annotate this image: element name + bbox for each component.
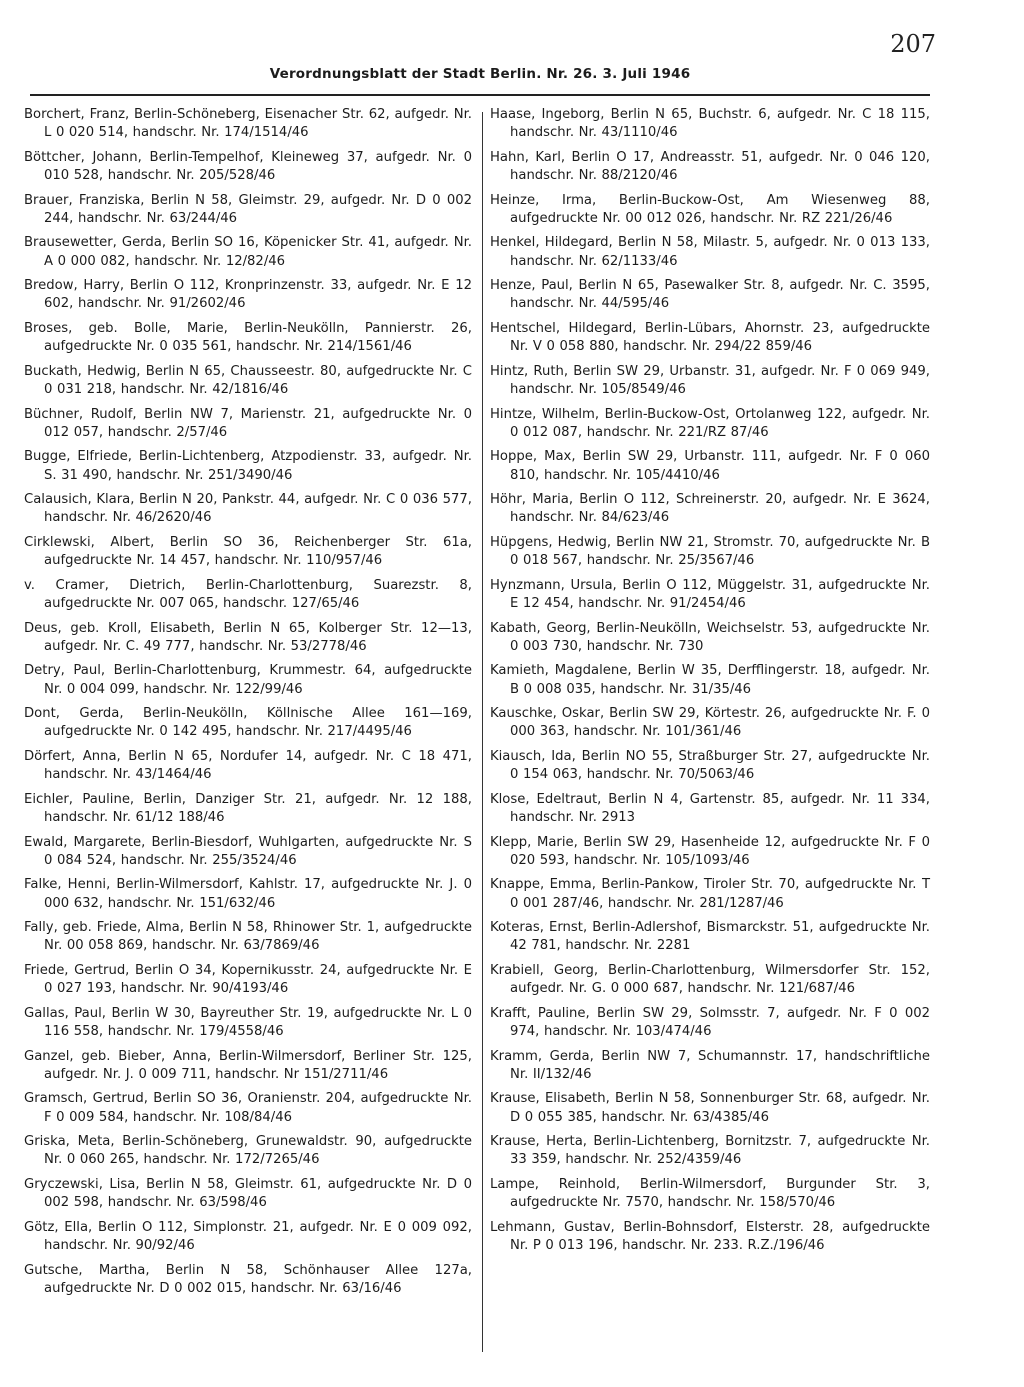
register-entry: Ganzel, geb. Bieber, Anna, Berlin-Wilmersdorf, Berliner Str. 125, aufgedr. Nr. J. 0 009 711, handschr. Nr 151/2711/46 xyxy=(24,1048,472,1082)
register-entry: Griska, Meta, Berlin-Schöneberg, Grunewaldstr. 90, aufgedruckte Nr. 0 060 265, handschr. Nr. 172/7265/46 xyxy=(24,1134,472,1168)
register-entry: Eichler, Pauline, Berlin, Danziger Str. 21, aufgedr. Nr. 12 188, handschr. Nr. 61/12 188/46 xyxy=(24,791,472,825)
register-entry: Böttcher, Johann, Berlin-Tempelhof, Kleineweg 37, aufgedr. Nr. 0 010 528, handschr. Nr. 205/528/46 xyxy=(24,149,472,183)
running-head: Verordnungsblatt der Stadt Berlin. Nr. 26. 3. Juli 1946 xyxy=(269,66,691,82)
register-entry: Dörfert, Anna, Berlin N 65, Nordufer 14, aufgedr. Nr. C 18 471, handschr. Nr. 43/1464/46 xyxy=(24,748,472,783)
register-entry: Gryczewski, Lisa, Berlin N 58, Gleimstr. 61, aufgedruckte Nr. D 0 002 598, handschr. Nr. 63/598/46 xyxy=(24,1176,472,1211)
register-entry: Klepp, Marie, Berlin SW 29, Hasenheide 12, aufgedruckte Nr. F 0 020 593, handschr. Nr. 105/1093/46 xyxy=(490,834,930,868)
register-entry: Kauschke, Oskar, Berlin SW 29, Körtestr. 26, aufgedruckte Nr. F. 0 000 363, handschr. Nr. 101/361/46 xyxy=(490,706,930,740)
register-entry: Broses, geb. Bolle, Marie, Berlin-Neukölln, Pannierstr. 26, aufgedruckte Nr. 0 035 561, handschr. Nr. 214/1561/46 xyxy=(24,320,472,355)
register-entry: Hintze, Wilhelm, Berlin-Buckow-Ost, Ortolanweg 122, aufgedr. Nr. 0 012 087, handschr. Nr. 221/RZ 87/46 xyxy=(490,406,930,440)
register-entry: Kiausch, Ida, Berlin NO 55, Straßburger Str. 27, aufgedruckte Nr. 0 154 063, handschr. Nr. 70/5063/46 xyxy=(490,748,930,783)
column-divider xyxy=(482,112,483,1352)
register-entry: Krause, Herta, Berlin-Lichtenberg, Bornitzstr. 7, aufgedruckte Nr. 33 359, handschr. Nr. 252/4359/46 xyxy=(490,1134,930,1168)
register-entry: Knappe, Emma, Berlin-Pankow, Tiroler Str. 70, aufgedruckte Nr. T 0 001 287/46, handschr. Nr. 281/1287/46 xyxy=(490,877,930,911)
register-entry: Hoppe, Max, Berlin SW 29, Urbanstr. 111, aufgedr. Nr. F 0 060 810, handschr. Nr. 105/4410/46 xyxy=(490,449,930,483)
register-entry: Haase, Ingeborg, Berlin N 65, Buchstr. 6, aufgedr. Nr. C 18 115, handschr. Nr. 43/1110/46 xyxy=(490,107,930,141)
register-entry: Deus, geb. Kroll, Elisabeth, Berlin N 65, Kolberger Str. 12—13, aufgedr. Nr. C. 49 777, handschr. Nr. 53/2778/46 xyxy=(24,620,472,654)
register-entry: Dont, Gerda, Berlin-Neukölln, Köllnische Allee 161—169, aufgedruckte Nr. 0 142 495, handschr. Nr. 217/4495/46 xyxy=(24,706,472,740)
register-entry: Borchert, Franz, Berlin-Schöneberg, Eisenacher Str. 62, aufgedr. Nr. L 0 020 514, handschr. Nr. 174/1514/46 xyxy=(24,107,472,141)
register-entry: Götz, Ella, Berlin O 112, Simplonstr. 21, aufgedr. Nr. E 0 009 092, handschr. Nr. 90/92/46 xyxy=(24,1219,472,1253)
register-entry: Krause, Elisabeth, Berlin N 58, Sonnenburger Str. 68, aufgedr. Nr. D 0 055 385, handschr. Nr. 63/4385/46 xyxy=(490,1091,930,1125)
header-rule xyxy=(30,94,930,96)
register-entry: Gramsch, Gertrud, Berlin SO 36, Oranienstr. 204, aufgedruckte Nr. F 0 009 584, handschr. Nr. 108/84/46 xyxy=(24,1091,472,1125)
register-entry: Gutsche, Martha, Berlin N 58, Schönhauser Allee 127a, aufgedruckte Nr. D 0 002 015, handschr. Nr. 63/16/46 xyxy=(24,1262,472,1296)
register-entry: Höhr, Maria, Berlin O 112, Schreinerstr. 20, aufgedr. Nr. E 3624, handschr. Nr. 84/623/46 xyxy=(490,492,930,526)
register-entry: Calausich, Klara, Berlin N 20, Pankstr. 44, aufgedr. Nr. C 0 036 577, handschr. Nr. 46/2620/46 xyxy=(24,492,472,526)
register-entry: Lehmann, Gustav, Berlin-Bohnsdorf, Elsterstr. 28, aufgedruckte Nr. P 0 013 196, handschr. Nr. 233. R.Z./196/46 xyxy=(490,1219,930,1253)
register-entry: Cirklewski, Albert, Berlin SO 36, Reichenberger Str. 61a, aufgedruckte Nr. 14 457, handschr. Nr. 110/957/46 xyxy=(24,534,472,569)
register-entry: Henze, Paul, Berlin N 65, Pasewalker Str. 8, aufgedr. Nr. C. 3595, handschr. Nr. 44/595/46 xyxy=(490,278,930,312)
register-entry: Henkel, Hildegard, Berlin N 58, Milastr. 5, aufgedr. Nr. 0 013 133, handschr. Nr. 62/1133/46 xyxy=(490,235,930,269)
register-entry: Bugge, Elfriede, Berlin-Lichtenberg, Atzpodienstr. 33, aufgedr. Nr. S. 31 490, handschr. Nr. 251/3490/46 xyxy=(24,449,472,483)
register-entry: Brausewetter, Gerda, Berlin SO 16, Köpenicker Str. 41, aufgedr. Nr. A 0 000 082, handschr. Nr. 12/82/46 xyxy=(24,235,472,269)
register-entry: Falke, Henni, Berlin-Wilmersdorf, Kahlstr. 17, aufgedruckte Nr. J. 0 000 632, handschr. Nr. 151/632/46 xyxy=(24,877,472,911)
register-entry: Klose, Edeltraut, Berlin N 4, Gartenstr. 85, aufgedr. Nr. 11 334, handschr. Nr. 2913 xyxy=(490,791,930,825)
register-entry: Friede, Gertrud, Berlin O 34, Kopernikusstr. 24, aufgedruckte Nr. E 0 027 193, handschr. Nr. 90/4193/46 xyxy=(24,962,472,997)
register-entry: Kamieth, Magdalene, Berlin W 35, Derfflingerstr. 18, aufgedr. Nr. B 0 008 035, handschr. Nr. 31/35/46 xyxy=(490,663,930,697)
register-entry: Büchner, Rudolf, Berlin NW 7, Marienstr. 21, aufgedruckte Nr. 0 012 057, handschr. 2/57/46 xyxy=(24,406,472,440)
register-entry: Ewald, Margarete, Berlin-Biesdorf, Wuhlgarten, aufgedruckte Nr. S 0 084 524, handschr. Nr. 255/3524/46 xyxy=(24,834,472,868)
register-entry: Lampe, Reinhold, Berlin-Wilmersdorf, Burgunder Str. 3, aufgedruckte Nr. 7570, handschr. Nr. 158/570/46 xyxy=(490,1176,930,1211)
register-entry: Kabath, Georg, Berlin-Neukölln, Weichselstr. 53, aufgedruckte Nr. 0 003 730, handschr. Nr. 730 xyxy=(490,620,930,654)
register-entry: Heinze, Irma, Berlin-Buckow-Ost, Am Wiesenweg 88, aufgedruckte Nr. 00 012 026, handschr. Nr. RZ 221/26/46 xyxy=(490,192,930,226)
register-entry: Gallas, Paul, Berlin W 30, Bayreuther Str. 19, aufgedruckte Nr. L 0 116 558, handschr. Nr. 179/4558/46 xyxy=(24,1005,472,1039)
register-entry: Koteras, Ernst, Berlin-Adlershof, Bismarckstr. 51, aufgedruckte Nr. 42 781, handschr. Nr. 2281 xyxy=(490,920,930,954)
register-entry: Brauer, Franziska, Berlin N 58, Gleimstr. 29, aufgedr. Nr. D 0 002 244, handschr. Nr. 63/244/46 xyxy=(24,192,472,226)
register-entry: Bredow, Harry, Berlin O 112, Kronprinzenstr. 33, aufgedr. Nr. E 12 602, handschr. Nr. 91/2602/46 xyxy=(24,278,472,312)
register-entry: Fally, geb. Friede, Alma, Berlin N 58, Rhinower Str. 1, aufgedruckte Nr. 00 058 869, handschr. Nr. 63/7869/46 xyxy=(24,920,472,954)
register-entry: Hintz, Ruth, Berlin SW 29, Urbanstr. 31, aufgedr. Nr. F 0 069 949, handschr. Nr. 105/8549/46 xyxy=(490,363,930,397)
register-entry: Krafft, Pauline, Berlin SW 29, Solmsstr. 7, aufgedr. Nr. F 0 002 974, handschr. Nr. 103/474/46 xyxy=(490,1005,930,1039)
register-entry: Hynzmann, Ursula, Berlin O 112, Müggelstr. 31, aufgedruckte Nr. E 12 454, handschr. Nr. 91/2454/46 xyxy=(490,577,930,611)
register-entry: Detry, Paul, Berlin-Charlottenburg, Krummestr. 64, aufgedruckte Nr. 0 004 099, handschr. Nr. 122/99/46 xyxy=(24,663,472,697)
register-entry: Hüpgens, Hedwig, Berlin NW 21, Stromstr. 70, aufgedruckte Nr. B 0 018 567, handschr. Nr. 25/3567/46 xyxy=(490,534,930,569)
right-column xyxy=(490,106,930,1262)
register-entry: Buckath, Hedwig, Berlin N 65, Chausseestr. 80, aufgedruckte Nr. C 0 031 218, handschr. Nr. 42/1816/46 xyxy=(24,363,472,397)
left-column xyxy=(24,106,472,1304)
page-number: 207 xyxy=(890,30,936,58)
register-entry: Hentschel, Hildegard, Berlin-Lübars, Ahornstr. 23, aufgedruckte Nr. V 0 058 880, handschr. Nr. 294/22 859/46 xyxy=(490,320,930,355)
register-entry: Kramm, Gerda, Berlin NW 7, Schumannstr. 17, handschriftliche Nr. II/132/46 xyxy=(490,1048,930,1082)
register-entry: Krabiell, Georg, Berlin-Charlottenburg, Wilmersdorfer Str. 152, aufgedr. Nr. G. 0 000 687, handschr. Nr. 121/687/46 xyxy=(490,962,930,997)
register-entry: Hahn, Karl, Berlin O 17, Andreasstr. 51, aufgedr. Nr. 0 046 120, handschr. Nr. 88/2120/46 xyxy=(490,149,930,183)
register-entry: v. Cramer, Dietrich, Berlin-Charlottenburg, Suarezstr. 8, aufgedruckte Nr. 007 065, handschr. 127/65/46 xyxy=(24,577,472,611)
